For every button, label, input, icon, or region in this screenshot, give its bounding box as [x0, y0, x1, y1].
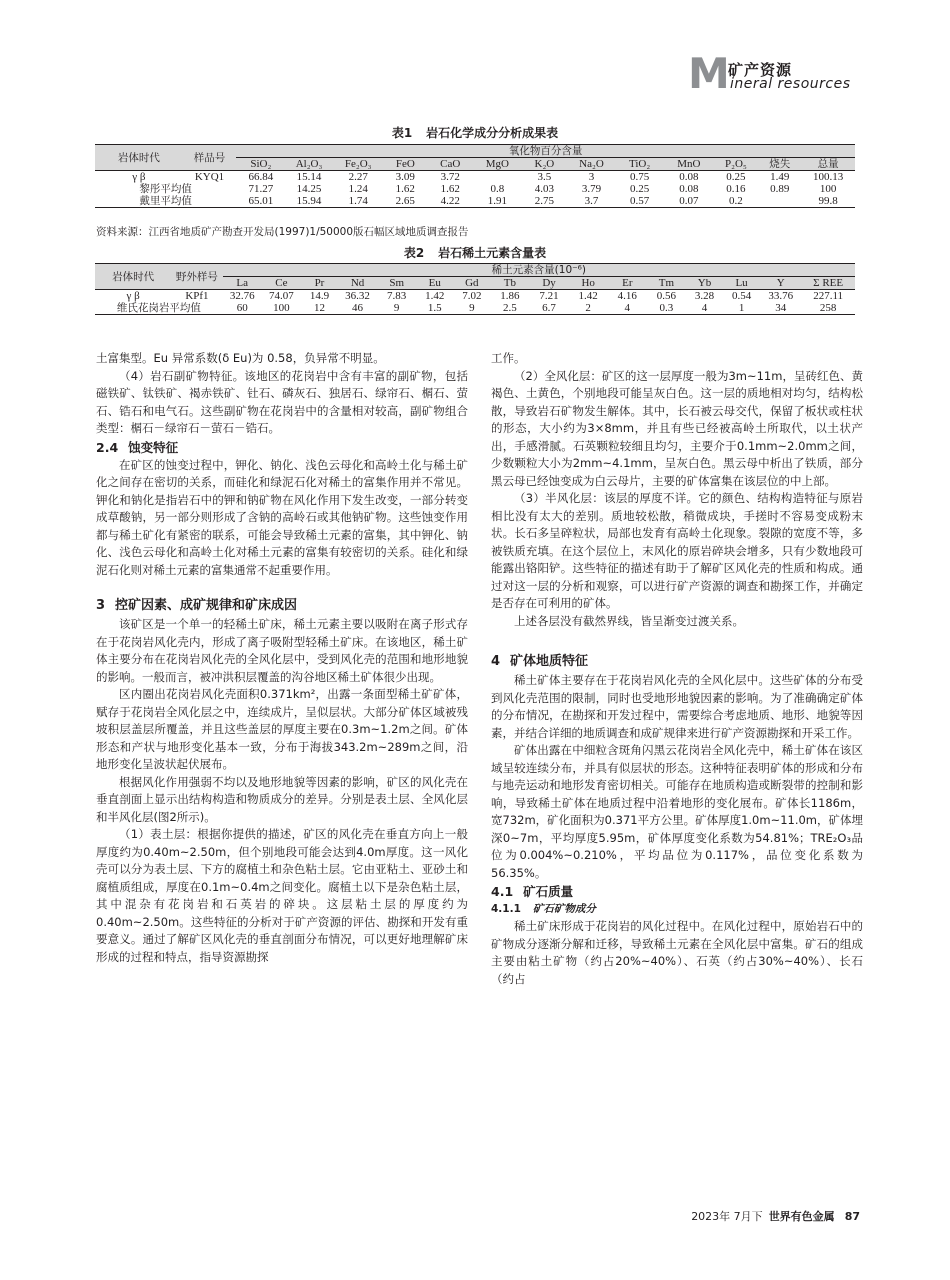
- table1-caption: [0, 124, 950, 141]
- table2-element-header: Y: [760, 277, 801, 290]
- section-title: 矿石矿物成分: [532, 903, 596, 915]
- table2-element-header: Yb: [686, 277, 723, 290]
- paragraph: 稀土矿床形成于花岗岩的风化过程中。在风化过程中，原始岩石中的矿物成分逐渐分解和迁移，导致稀土元素在全风化层中富集。矿石的组成主要由粘土矿物（约占20%~40%）、石英（约占30%~40%）、长石（约占: [491, 919, 863, 986]
- section-number: 4.1: [491, 884, 514, 899]
- table-rare-earth: [95, 263, 855, 315]
- table-cell: 1.42: [425, 290, 445, 302]
- table1-col-period: 岩体时代: [95, 145, 183, 171]
- table-cell: 74.07: [268, 290, 294, 302]
- section-number: 3: [96, 598, 106, 613]
- table-cell: 0.08: [679, 171, 699, 183]
- footer-issue: 2023年 7月下: [691, 1210, 763, 1223]
- table-cell: 维氏花岗岩平均值: [95, 302, 223, 315]
- paragraph: 工作。: [491, 351, 526, 365]
- table1-oxide-header: P₂O₅: [713, 158, 758, 171]
- table-cell: 15.94: [285, 195, 332, 208]
- table-cell: 4: [686, 302, 723, 315]
- table-cell: 3.72: [440, 171, 460, 183]
- logo-chinese-title: 矿产资源: [728, 61, 793, 79]
- table-row: [95, 171, 855, 184]
- table-cell: 12: [301, 302, 338, 315]
- table-cell: [758, 195, 801, 208]
- table-cell: 4.16: [617, 290, 637, 302]
- table-cell: 1.74: [333, 195, 384, 208]
- table2-element-header: Nd: [338, 277, 377, 290]
- table2-element-header: Tm: [647, 277, 686, 290]
- logo-letter: M: [688, 49, 730, 98]
- table2-element-header: La: [223, 277, 262, 290]
- table-cell: 36.32: [345, 290, 370, 302]
- table-cell: 0.07: [664, 195, 713, 208]
- logo-english-title: ineral resources: [730, 76, 851, 92]
- section-heading-4: [491, 652, 863, 672]
- table2-caption-number: 表2: [403, 246, 425, 260]
- table-cell: 99.8: [801, 195, 855, 208]
- table1-oxide-header: 烧失: [758, 158, 801, 171]
- table-cell: 46: [338, 302, 377, 315]
- table-cell: 9: [377, 302, 416, 315]
- section-number: 2.4: [96, 439, 119, 455]
- section-title: 控矿因素、成矿规律和矿床成因: [115, 598, 298, 613]
- table-cell: 32.76: [229, 290, 255, 302]
- table-cell: 34: [760, 302, 801, 315]
- table2-element-header: Sm: [377, 277, 416, 290]
- table-cell: 0.75: [630, 171, 650, 183]
- table-cell: 2.5: [490, 302, 529, 315]
- table-cell: 258: [801, 302, 855, 315]
- table-cell: 9: [453, 302, 490, 315]
- table2-col-sample: 野外样号: [171, 264, 222, 290]
- table1-caption-title: 岩石化学成分分析成果表: [426, 126, 559, 140]
- table-cell: 1.24: [348, 183, 368, 195]
- table-cell: 1.91: [474, 195, 521, 208]
- table1-oxide-header: 总量: [801, 158, 855, 171]
- paragraph: 该矿区是一个单一的轻稀土矿床，稀土元素主要以吸附在离子形式存在于花岗岩风化壳内，形成了离子吸附型轻稀土矿床。在该地区，稀土矿体主要分布在花岗岩风化壳的全风化层中，受到风化壳的范围和地形地貌的影响。一般而言，被冲洪积层覆盖的沟谷地区稀土矿体很少出现。: [96, 617, 468, 684]
- table-cell: 1.62: [440, 183, 460, 195]
- table-cell: 100: [262, 302, 301, 315]
- table-row: [95, 195, 855, 208]
- table-cell: 0.08: [679, 183, 699, 195]
- table-cell: 戴里平均值: [95, 195, 236, 208]
- table1-caption-number: 表1: [391, 126, 413, 140]
- table-cell: 60: [223, 302, 262, 315]
- table2-group-header: 稀土元素含量(10⁻⁶): [223, 264, 855, 277]
- table1-oxide-header: Al₂O₃: [285, 158, 332, 171]
- paragraph: （4）岩石副矿物特征。该地区的花岗岩中含有丰富的副矿物，包括磁铁矿、钛铁矿、褐赤铁矿、钍石、磷灰石、独居石、绿帘石、榍石、萤石、锆石和电气石。这些副矿物在花岗岩中的含量相对较高，副矿物组合类型：榍石－绿帘石－萤石－锆石。: [96, 368, 468, 435]
- paragraph: 上述各层没有截然界线，皆呈渐变过渡关系。: [514, 613, 744, 628]
- table2-caption-title: 岩石稀土元素含量表: [438, 246, 547, 260]
- table1-oxide-header: MgO: [474, 158, 521, 171]
- table-cell: 2.75: [521, 195, 568, 208]
- table-cell: 1.49: [770, 171, 790, 183]
- table-cell: 3.5: [537, 171, 552, 183]
- table-row: [95, 290, 855, 303]
- table1-col-sample: 样品号: [183, 145, 237, 171]
- table1-oxide-header: Fe₂O₃: [333, 158, 384, 171]
- table-cell: 4.03: [534, 183, 555, 195]
- table-cell: 3: [588, 171, 595, 183]
- table-cell: 3.79: [581, 183, 602, 195]
- table-cell: 0.16: [726, 183, 746, 195]
- table1-oxide-header: CaO: [427, 158, 474, 171]
- table-cell: [474, 171, 521, 184]
- table-cell: γ β: [126, 290, 140, 302]
- table-row: [95, 302, 855, 315]
- table-cell: 6.7: [529, 302, 568, 315]
- section-title: 蚀变特征: [128, 439, 179, 455]
- table-cell: 4.22: [427, 195, 474, 208]
- table-cell: 15.14: [296, 171, 322, 183]
- table-cell: 3.28: [694, 290, 715, 302]
- table2-element-header: Pr: [301, 277, 338, 290]
- table-cell: 1.5: [416, 302, 453, 315]
- table-cell: 4: [608, 302, 647, 315]
- left-column: [96, 350, 468, 966]
- table-cell: 2.65: [384, 195, 427, 208]
- table1-oxide-header: TiO₂: [615, 158, 664, 171]
- table2-element-header: Lu: [723, 277, 760, 290]
- section-title: 矿石质量: [523, 884, 574, 899]
- page-footer: [640, 1208, 860, 1224]
- table1-oxide-header: K₂O: [521, 158, 568, 171]
- table1-oxide-header: MnO: [664, 158, 713, 171]
- table-cell: 14.25: [296, 183, 322, 195]
- table1-oxide-header: Na₂O: [568, 158, 615, 171]
- paragraph: 稀土矿体主要存在于花岗岩风化壳的全风化层中。这些矿体的分布受到风化壳范围的限制，同时也受地形地貌因素的影响。为了准确确定矿体的分布情况，在勘探和开发过程中，需要综合考虑地质、地形、地貌等因素，并结合详细的地质调查和成矿规律来进行矿产资源勘探和开采工作。: [491, 673, 863, 740]
- table-cell: 3.7: [568, 195, 615, 208]
- table-cell: 3.09: [395, 171, 415, 183]
- table-cell: 1.62: [395, 183, 415, 195]
- table1-oxide-header: FeO: [384, 158, 427, 171]
- table-cell: 1.86: [500, 290, 520, 302]
- table1-group-header: 氧化物百分含量: [236, 145, 855, 158]
- section-heading-4-1: [491, 882, 863, 901]
- table-cell: 71.27: [248, 183, 274, 195]
- table-cell: 黎彤平均值: [139, 183, 192, 195]
- table2-element-header: Er: [608, 277, 647, 290]
- paragraph: 在矿区的蚀变过程中，钾化、钠化、浅色云母化和高岭土化与稀土矿化之间存在密切的关系，而硅化和绿泥石化对稀土的富集作用并不常见。钾化和钠化是指岩石中的钾和钠矿物在风化作用下发生改变，一部分转变成草酸钠，另一部分则形成了含钠的高岭石或其他钠矿物。这些蚀变作用都与稀土矿化有紧密的联系，可能会导致稀土元素的富集，其中钾化、钠化、浅色云母化和高岭土化对稀土元素的富集有较密切的关系。硅化和绿泥石化则对稀土元素的富集通常不起重要作用。: [96, 457, 468, 577]
- table2-element-header: Ho: [569, 277, 608, 290]
- table-cell: 1: [723, 302, 760, 315]
- table-cell: 0.25: [726, 171, 746, 183]
- table-cell: 0.89: [770, 183, 790, 195]
- table2-element-header: Gd: [453, 277, 490, 290]
- table-cell: 227.11: [813, 290, 844, 302]
- table-cell: KYQ1: [194, 171, 225, 183]
- paragraph: 区内圈出花岗岩风化壳面积0.371km²，出露一条面型稀土矿矿体，赋存于花岗岩全风化层之中，连续成片，呈似层状。大部分矿体区域被残坡积层盖层所覆盖，并且这些盖层的厚度主要在0.3m~1.2m之间。矿体形态和产状与地形变化基本一致，分布于海拔343.2m~289m之间，沿地形变化呈波状起伏展布。: [96, 687, 468, 771]
- table-cell: 2: [569, 302, 608, 315]
- section-heading-2-4: [96, 438, 468, 457]
- table-cell: 33.76: [768, 290, 794, 302]
- table-cell: 7.21: [539, 290, 559, 302]
- table-cell: 0.56: [656, 290, 677, 302]
- table-cell: 0.57: [615, 195, 664, 208]
- table-cell: 0.54: [731, 290, 752, 302]
- table1-oxide-header: SiO₂: [236, 158, 285, 171]
- table-cell: KPf1: [185, 290, 209, 302]
- right-column: [491, 350, 863, 988]
- section-number: 4: [491, 654, 501, 669]
- table2-element-header: Σ REE: [801, 277, 855, 290]
- paragraph: 根据风化作用强弱不均以及地形地貌等因素的影响，矿区的风化壳在垂直剖面上显示出结构构造和物质成分的差异。分别是表土层、全风化层和半风化层(图2所示)。: [96, 774, 468, 824]
- section-title: 矿体地质特征: [510, 654, 589, 669]
- table-cell: 14.9: [309, 290, 330, 302]
- section-heading-3: [96, 596, 468, 616]
- footer-journal: 世界有色金属: [768, 1210, 835, 1223]
- paragraph: （1）表土层：根据你提供的描述，矿区的风化壳在垂直方向上一般厚度约为0.40m~2.50m，但个别地段可能会达到4.0m厚度。这一风化壳可以分为表土层、下方的腐植土和杂色粘土层。它由亚粘土、亚砂土和腐植质组成，厚度在0.1m~0.4m之间变化。腐植土以下是杂色粘土层，其中混杂有花岗岩和石英岩的碎块。这层粘土层的厚度约为0.40m~2.50m。这些特征的分析对于矿产资源的评估、勘探和开发有重要意义。通过了解矿区风化壳的垂直剖面分布情况，可以更好地理解矿床形成的过程和特点，指导资源勘探: [96, 827, 468, 964]
- table-cell: 7.83: [387, 290, 407, 302]
- table-cell: 65.01: [236, 195, 285, 208]
- table-row: [95, 183, 855, 195]
- section-number: 4.1.1: [491, 903, 521, 915]
- table-cell: 66.84: [248, 171, 274, 183]
- table-cell: 1.42: [578, 290, 598, 302]
- table-cell: 7.02: [462, 290, 482, 302]
- table-rock-chemistry: [95, 144, 855, 208]
- table-cell: 0.2: [713, 195, 758, 208]
- paragraph: 矿体出露在中细粒含斑角闪黑云花岗岩全风化壳中，稀土矿体在该区域呈较连续分布，并具有似层状的形态。这种特征表明矿体的形成和分布与地壳运动和地形发育密切相关。可能存在地质构造或断裂带的控制和影响，导致稀土矿体在地质过程中沿着地形的变化展布。矿体长1186m，宽732m，矿化面积为0.371平方公里。矿体厚度1.0m~11.0m，矿体埋深0~7m，平均厚度5.95m，矿体厚度变化系数为54.81%；TRE₂O₃品位为0.004%~0.210%，平均品位为0.117%，品位变化系数为56.35%。: [491, 743, 864, 880]
- paragraph: （2）全风化层：矿区的这一层厚度一般为3m~11m，呈砖红色、黄褐色、土黄色，个别地段可能呈灰白色。这一层的质地相对均匀，结构松散，导致岩石矿物发生解体。其中，长石被云母交代，保留了板状或柱状的形态，大小约为3×8mm，并且有些已经被高岭土所取代，以土状产出，手感滑腻。石英颗粒较细且均匀，主要介于0.1mm~2.0mm之间，少数颗粒大小为2mm~4.1mm，呈灰白色。黑云母中析出了铁质，部分黑云母已经蚀变成为白云母片，主要的矿体富集在该层位的中上部。: [491, 368, 863, 488]
- table-cell: γ β: [132, 171, 146, 183]
- table2-element-header: Ce: [262, 277, 301, 290]
- section-heading-4-1-1: [491, 901, 863, 918]
- table2-element-header: Tb: [490, 277, 529, 290]
- table-cell: 0.8: [490, 183, 505, 195]
- paragraph: 土富集型。Eu 异常系数(δ Eu)为 0.58，负异常不明显。: [96, 351, 385, 365]
- table-cell: 100: [819, 183, 837, 195]
- page-number: 87: [844, 1210, 860, 1223]
- paragraph: （3）半风化层：该层的厚度不详。它的颜色、结构构造特征与原岩相比没有太大的差别。质地较松散，稍微成块，手搓时不容易变成粉末状。长石多呈碎粒状，局部也发育有高岭土化现象。裂隙的宽度不等，多被铁质充填。在这个层位上，末风化的原岩碎块会增多，只有少数地段可能露出铬阳铲。这些特征的描述有助于了解矿区风化壳的性质和构成。通过对这一层的分析和观察，可以进行矿产资源的调查和勘探工作，并确定是否存在可利用的矿体。: [491, 491, 863, 610]
- table2-element-header: Dy: [529, 277, 568, 290]
- journal-logo: [688, 49, 878, 98]
- table-cell: 100.13: [812, 171, 844, 183]
- table-cell: 2.27: [348, 171, 368, 183]
- table2-caption: [0, 244, 950, 261]
- table2-col-period: 岩体时代: [95, 264, 171, 290]
- table2-element-header: Eu: [416, 277, 453, 290]
- table-cell: 0.3: [647, 302, 686, 315]
- table1-source-note: 资料来源：江西省地质矿产勘查开发局(1997)1/50000版石幅区域地质调查报告: [96, 226, 469, 238]
- table-cell: 0.25: [630, 183, 650, 195]
